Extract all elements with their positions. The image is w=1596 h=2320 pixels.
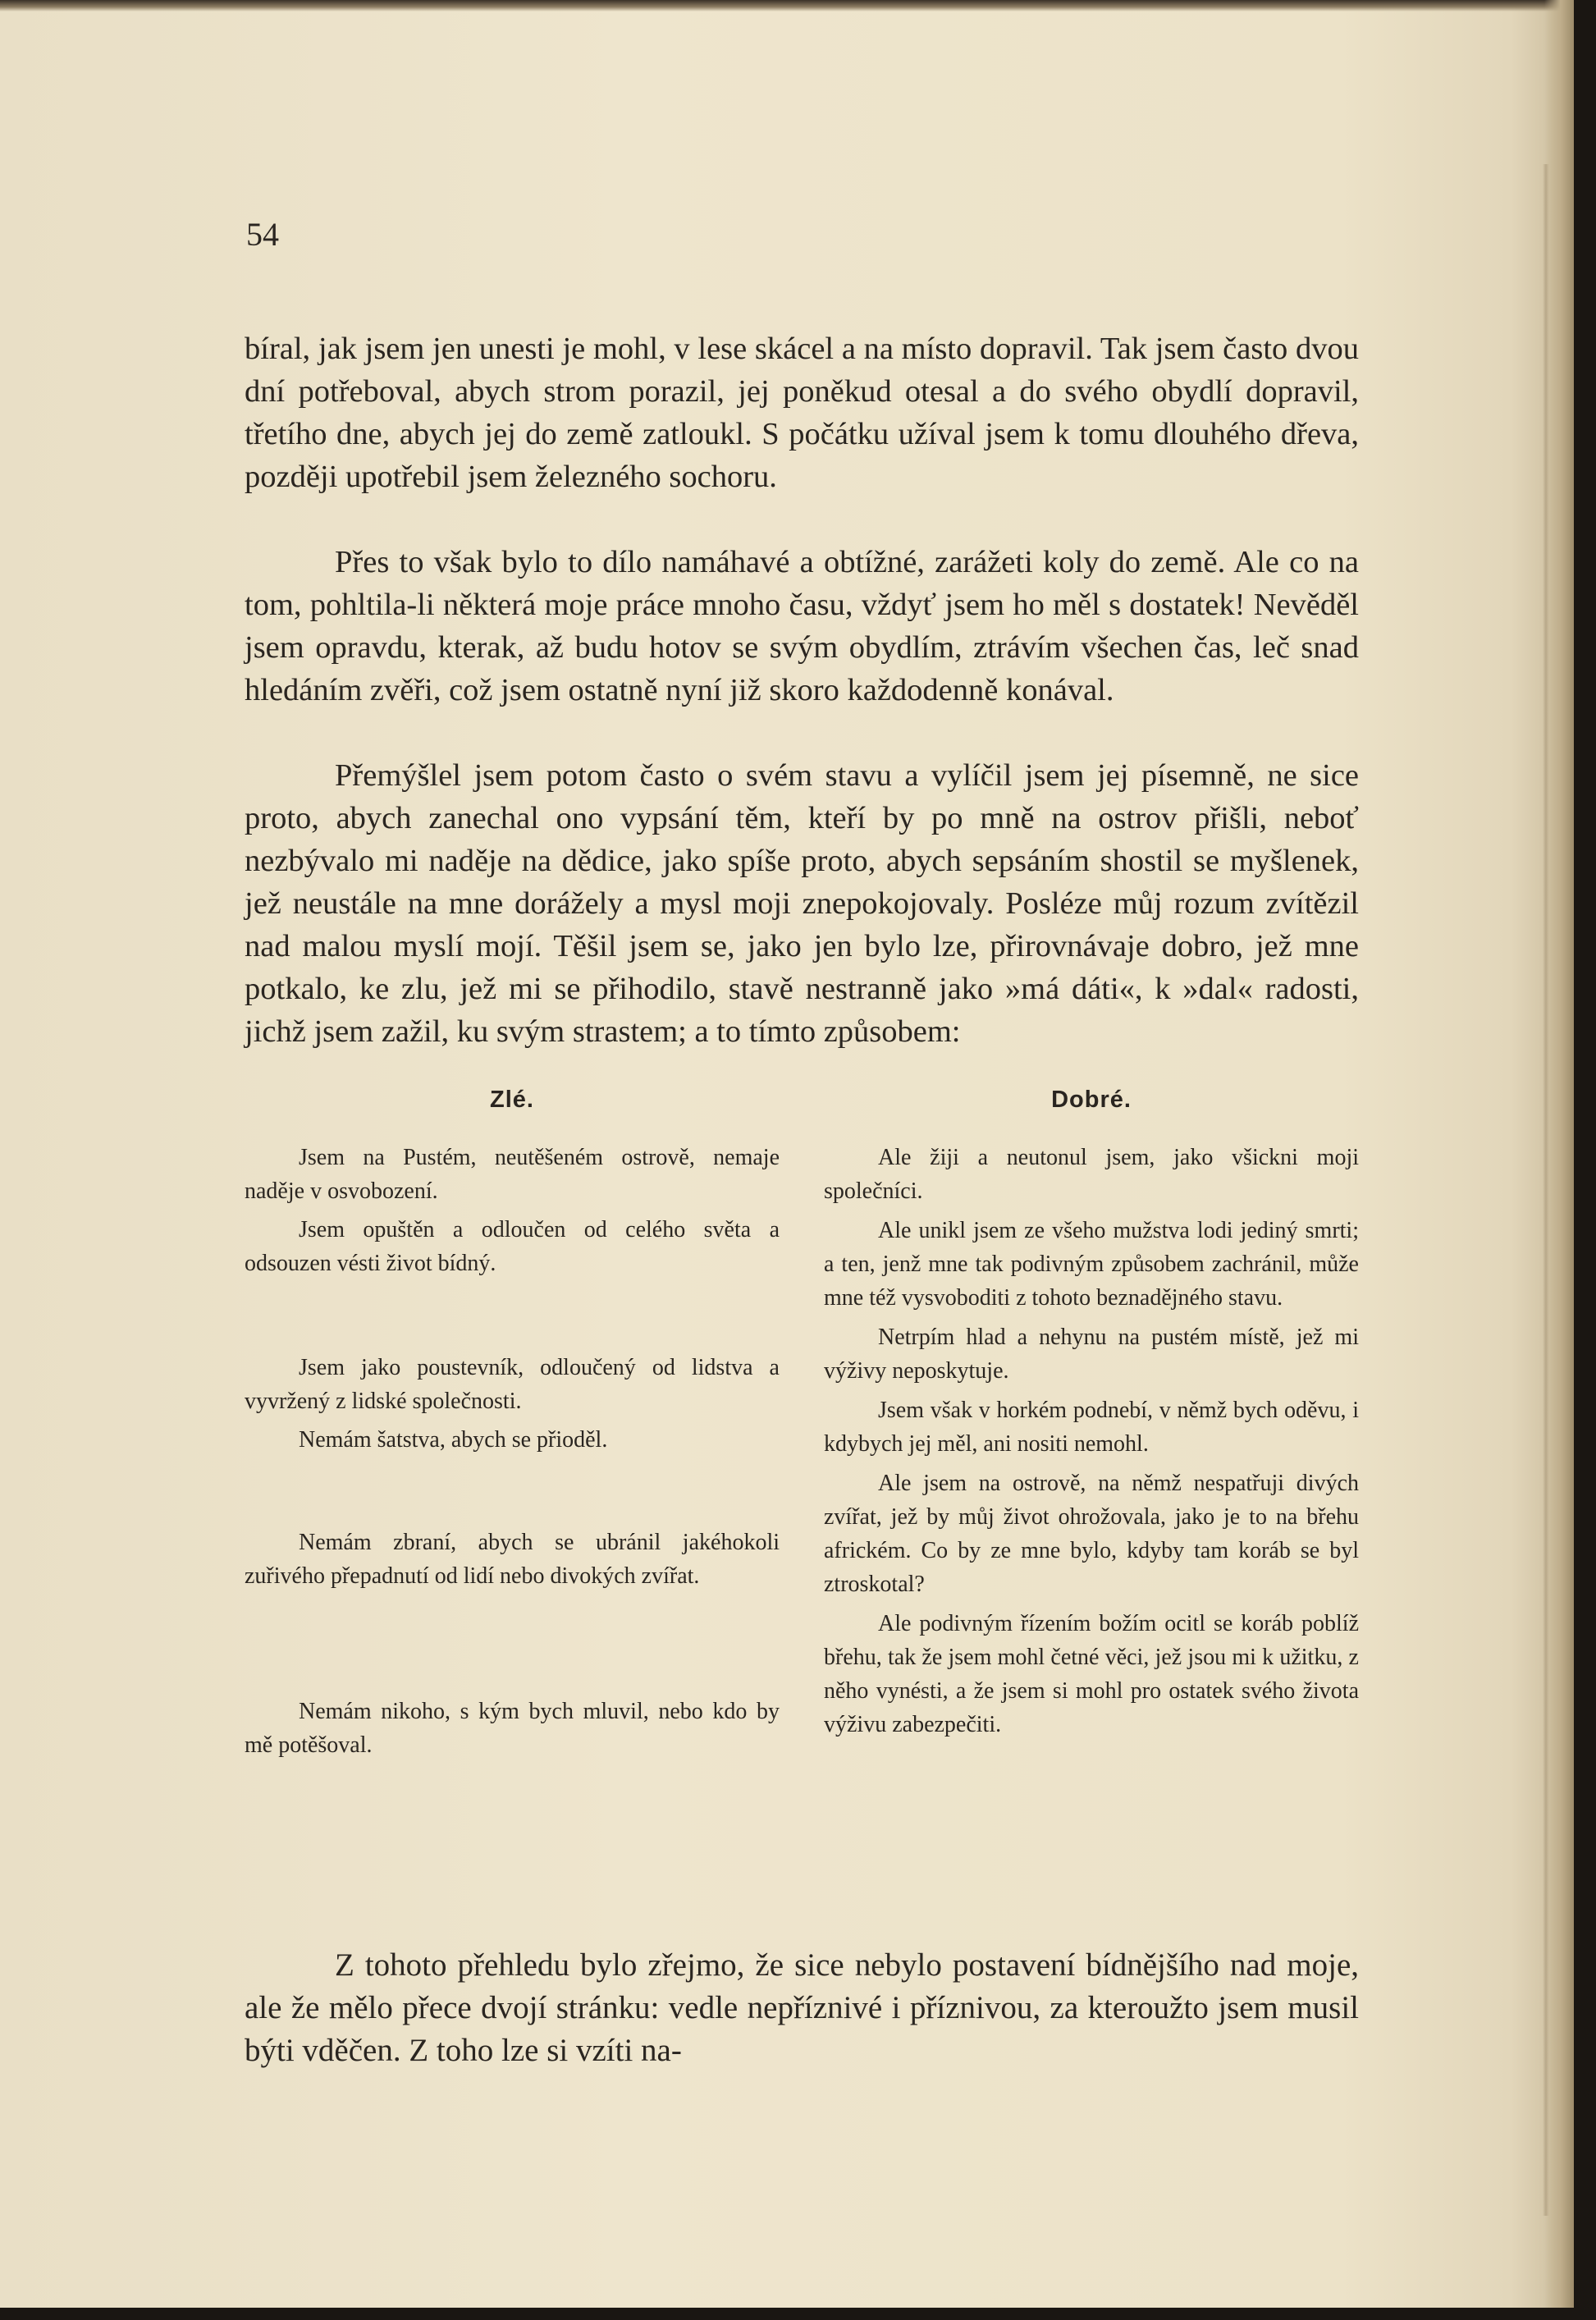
- evil-entry: Jsem na Pustém, neutěšeném ostrově, nemaje naděje v osvobození.: [245, 1145, 780, 1204]
- page-top-edge: [0, 0, 1574, 11]
- evil-entry: Jsem opuštěn a odloučen od celého světa a odsouzen vésti život bídný.: [245, 1217, 780, 1276]
- good-entry: Ale žiji a neutonul jsem, jako všickni moji společníci.: [824, 1145, 1359, 1204]
- page-number: 54: [246, 216, 279, 253]
- evil-entry: Nemám šatstva, abych se přioděl.: [299, 1427, 608, 1453]
- evil-entry: Nemám nikoho, s kým bych mluvil, nebo kdo by mě potěšoval.: [245, 1699, 780, 1758]
- evil-column: [245, 1083, 780, 1762]
- paragraph: Přes to však bylo to dílo namáhavé a obtížné, zarážeti koly do země. Ale co na tom, pohltila-li některá moje práce mnoho času, vždyť jsem ho měl s dostatek! Nevěděl jsem opravdu, kterak, až budu hotov se svým obydlím, ztrávím všechen čas, leč snad hledáním zvěři, což jsem ostatně nyní již skoro každodenně konával.: [245, 544, 1359, 707]
- good-entry: Ale podivným řízením božím ocitl se koráb poblíž břehu, tak že jsem mohl četné věci, jež jsou mi k užitku, z něho vynésti, a že jsem si mohl pro ostatek svého života výživu zabezpečiti.: [824, 1611, 1359, 1737]
- page-right-edge: [1544, 0, 1574, 2308]
- paragraph: Z tohoto přehledu bylo zřejmo, že sice nebylo postavení bídnějšího nad moje, ale že mělo přece dvojí stránku: vedle nepříznivé i příznivou, za kteroužto jsem musil býti vděčen. Z toho lze si vzíti na-: [245, 1947, 1359, 2068]
- good-entry: Ale jsem na ostrově, na němž nespatřuji divých zvířat, jež by můj život ohrožovala, jako je to na břehu africkém. Co by ze mne bylo, kdyby tam koráb se byl ztroskotal?: [824, 1471, 1359, 1597]
- evil-heading: Zlé.: [490, 1087, 534, 1113]
- good-entry: Ale unikl jsem ze všeho mužstva lodi jediný smrti; a ten, jenž mne tak podivným způsobem zachránil, může mne též vysvoboditi z tohoto beznadějného stavu.: [824, 1218, 1359, 1311]
- good-heading: Dobré.: [1051, 1087, 1132, 1113]
- good-column: [824, 1083, 1359, 1747]
- evil-entry: Nemám zbraní, abych se ubránil jakéhokoli zuřivého přepadnutí od lidí nebo divokých zvířat.: [245, 1530, 780, 1589]
- paragraph: Přemýšlel jsem potom často o svém stavu a vylíčil jsem jej písemně, ne sice proto, abych zanechal ono vypsání těm, kteří by po mně na ostrov přišli, neboť nezbývalo mi naděje na dědice, jako spíše proto, abych sepsáním shostil se myšlenek, jež neustále na mne dorážely a mysl moji znepokojovaly. Posléze můj rozum zvítězil nad malou myslí mojí. Těšil jsem se, jako jen bylo lze, přirovnávaje dobro, jež mne potkalo, ke zlu, jež mi se přihodilo, stavě nestranně jako »má dáti«, k »dal« radosti, jichž jsem zažil, ku svým strastem; a to tímto způsobem:: [245, 757, 1359, 1049]
- good-entry: Netrpím hlad a nehynu na pustém místě, jež mi výživy neposkytuje.: [824, 1325, 1359, 1384]
- paragraph: bíral, jak jsem jen unesti je mohl, v lese skácel a na místo dopravil. Tak jsem často dvou dní potřeboval, abych strom porazil, jej poněkud otesal a do svého obydlí dopravil, třetího dne, abych jej do země zatloukl. S počátku užíval jsem k tomu dlouhého dřeva, později upotřebil jsem železného sochoru.: [245, 331, 1359, 494]
- good-entry: Jsem však v horkém podnebí, v němž bych oděvu, i kdybych jej měl, ani nositi nemohl.: [824, 1398, 1359, 1457]
- evil-entry: Jsem jako poustevník, odloučený od lidstva a vyvržený z lidské společnosti.: [245, 1355, 780, 1414]
